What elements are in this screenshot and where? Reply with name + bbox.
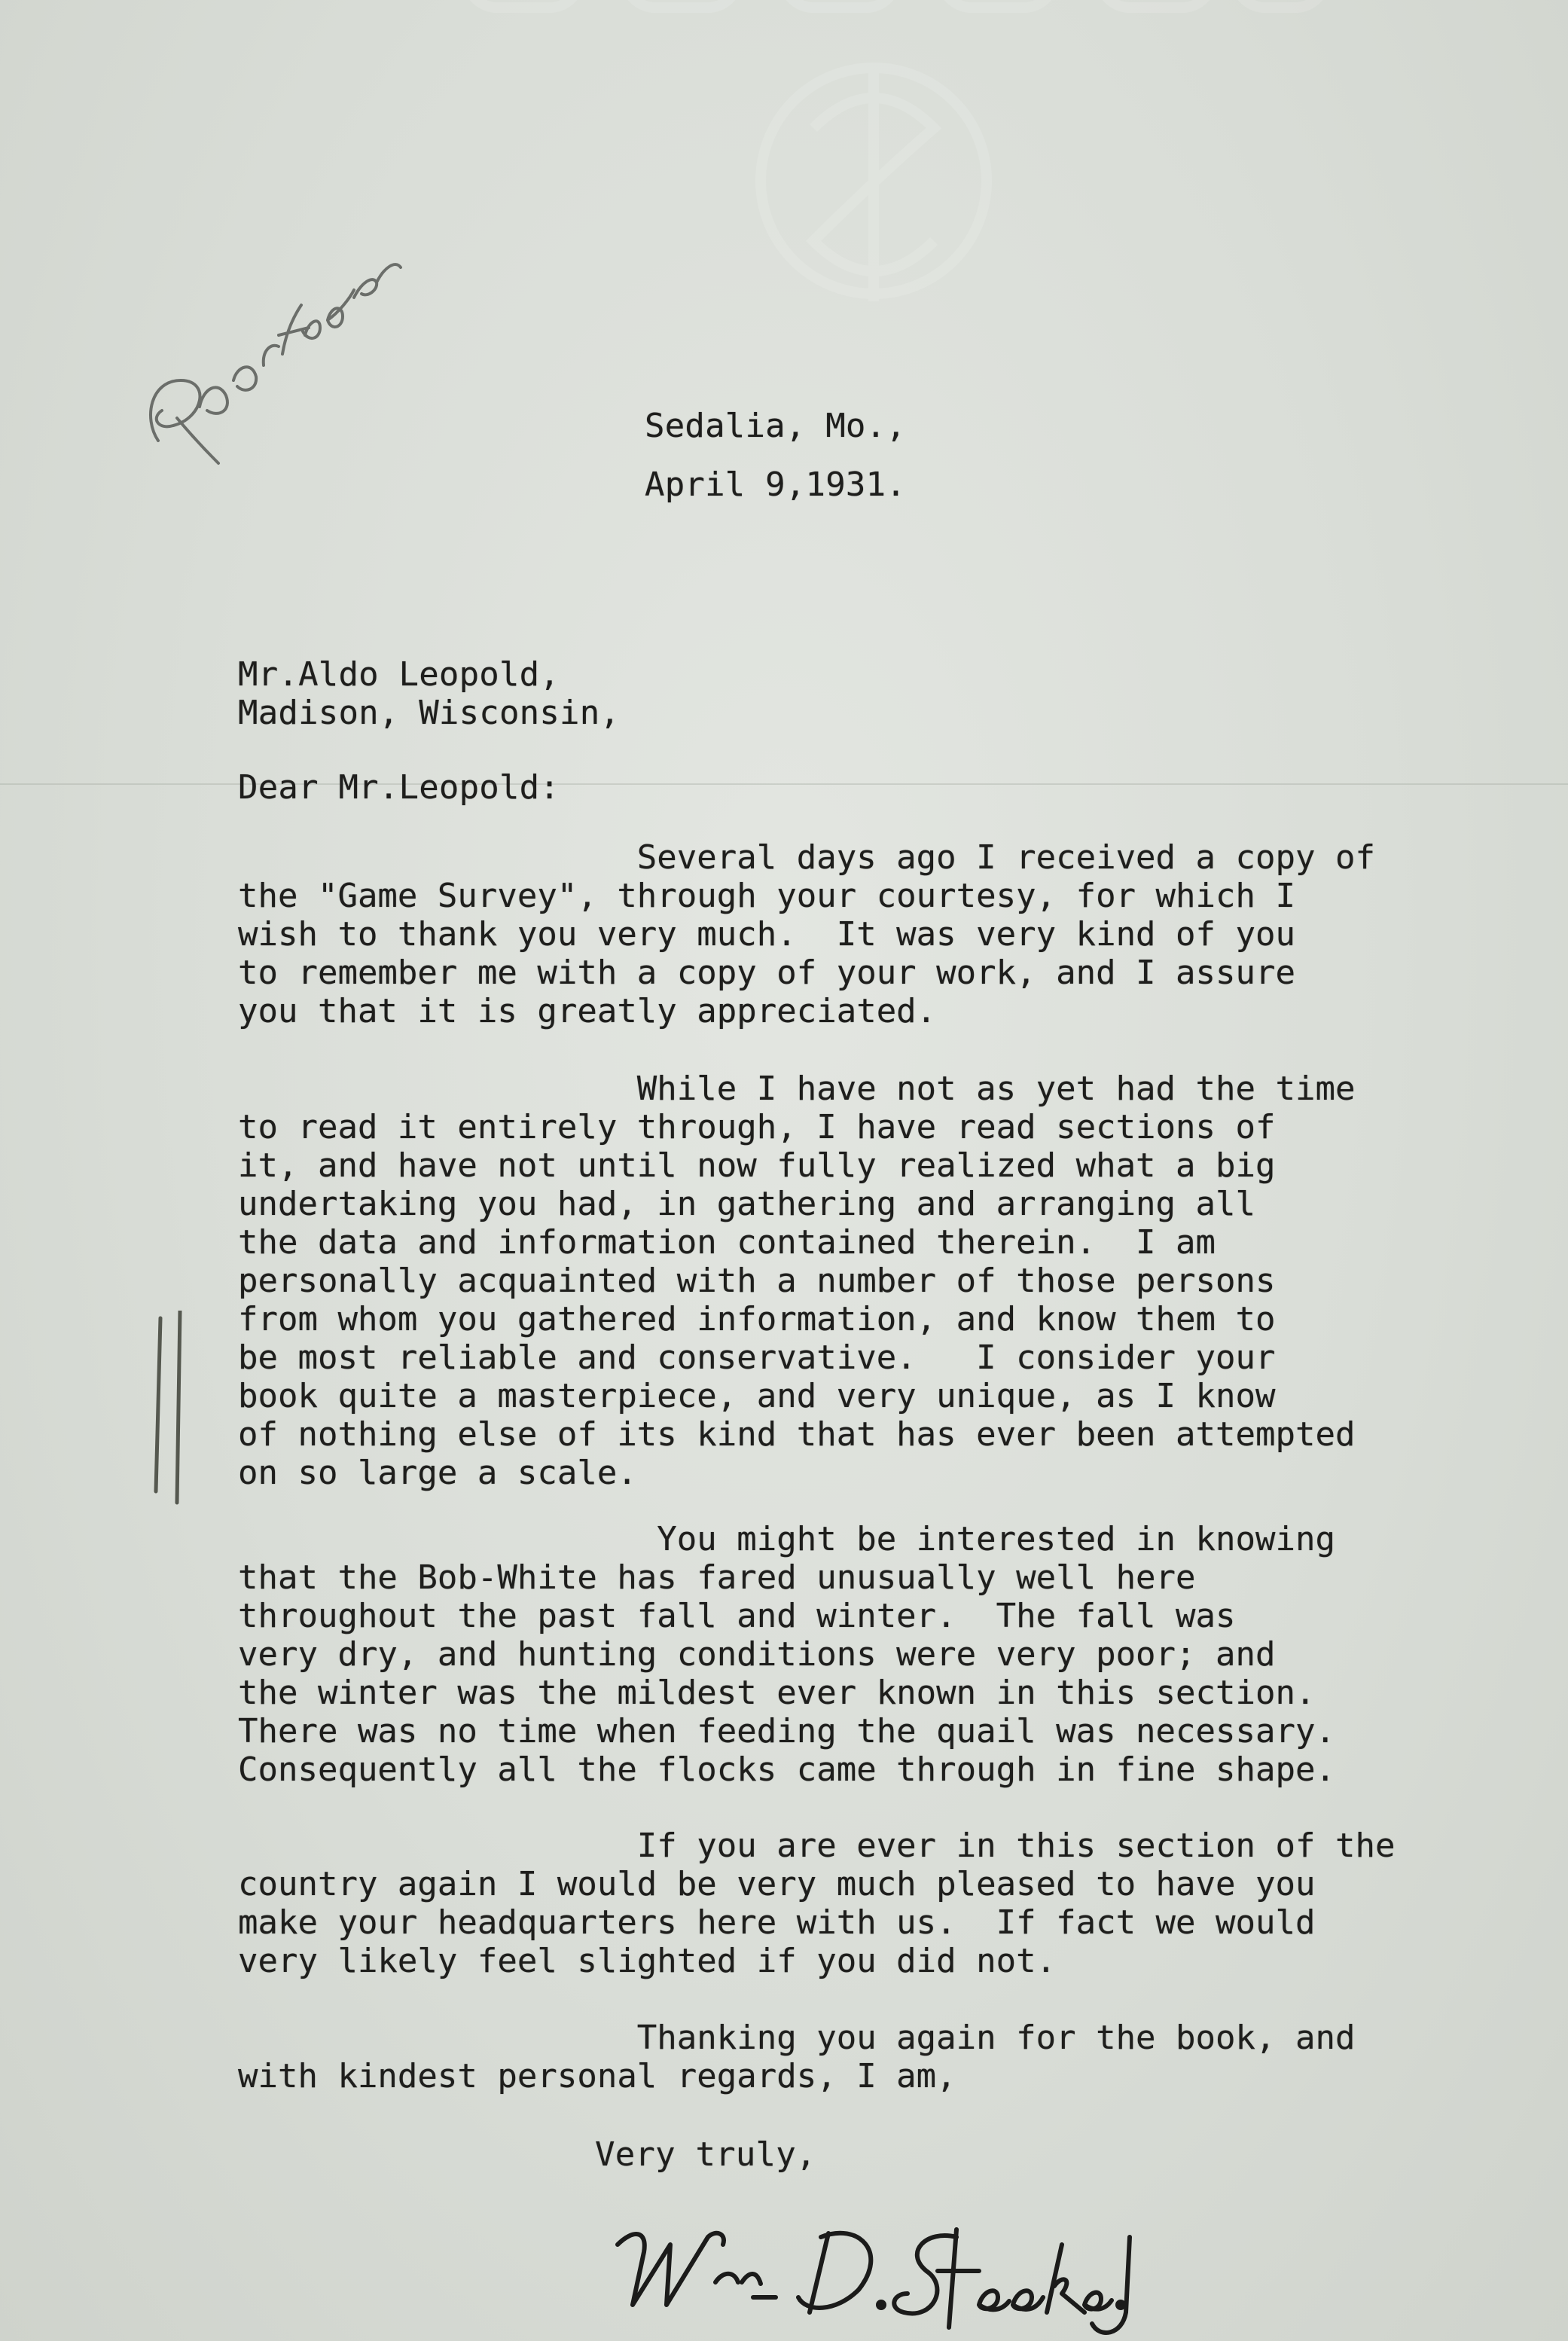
recipient-name: Mr.Aldo Leopold, [238, 655, 560, 694]
paragraph-line: There was no time when feeding the quail was necessary. [238, 1712, 1335, 1750]
body-paragraph [238, 1520, 1335, 1789]
paragraph-line: from whom you gathered information, and know them to [238, 1300, 1276, 1338]
paragraph-line: you that it is greatly appreciated. [238, 992, 937, 1030]
paragraph-line: of nothing else of its kind that has ever been attempted [238, 1415, 1356, 1454]
paragraph-line: make your headquarters here with us. If fact we would [238, 1903, 1316, 1942]
paragraph-line: very dry, and hunting conditions were very poor; and [238, 1635, 1276, 1674]
paragraph-line: Consequently all the flocks came through in fine shape. [238, 1750, 1335, 1789]
paragraph-line: very likely feel slighted if you did not. [238, 1942, 1057, 1980]
letterhead-watermark [422, 0, 1356, 422]
body-paragraph [238, 1070, 1355, 1492]
body-paragraph [238, 2019, 1355, 2095]
paragraph-line: to remember me with a copy of your work, and I assure [238, 954, 1295, 992]
paragraph-line: You might be interested in knowing [238, 1520, 1335, 1558]
paragraph-line: book quite a masterpiece, and very unique, as I know [238, 1377, 1276, 1415]
paragraph-line: personally acquainted with a number of those persons [238, 1262, 1276, 1300]
paragraph-line: Thanking you again for the book, and [238, 2019, 1356, 2057]
paragraph-line: country again I would be very much pleased to have you [238, 1865, 1316, 1903]
paragraph-line: While I have not as yet had the time [238, 1070, 1356, 1108]
paragraph-line: on so large a scale. [238, 1454, 637, 1492]
letter-place: Sedalia, Mo., [645, 407, 906, 445]
body-paragraph [238, 838, 1375, 1030]
closing: Very truly, [595, 2135, 816, 2174]
paragraph-line: that the Bob-White has fared unusually well here [238, 1558, 1196, 1597]
paragraph-line: Several days ago I received a copy of [238, 838, 1375, 877]
paper-fold-line [0, 783, 1568, 785]
paragraph-line: with kindest personal regards, I am, [238, 2057, 956, 2095]
handwritten-note [128, 192, 429, 478]
paragraph-line: it, and have not until now fully realized what a big [238, 1146, 1276, 1185]
body-paragraph [238, 1827, 1395, 1980]
salutation: Dear Mr.Leopold: [238, 768, 560, 807]
paragraph-line: to read it entirely through, I have read sections of [238, 1108, 1276, 1146]
signature [602, 2199, 1145, 2341]
paragraph-line: the "Game Survey", through your courtesy, for which I [238, 877, 1295, 915]
paragraph-line: the data and information contained therein. I am [238, 1223, 1216, 1262]
paragraph-line: be most reliable and conservative. I consider your [238, 1338, 1276, 1377]
paragraph-line: If you are ever in this section of the [238, 1827, 1396, 1865]
recipient-location: Madison, Wisconsin, [238, 694, 621, 732]
margin-mark [147, 1311, 192, 1506]
paragraph-line: throughout the past fall and winter. The fall was [238, 1597, 1236, 1635]
paragraph-line: undertaking you had, in gathering and arranging all [238, 1185, 1256, 1223]
letter-date: April 9,1931. [645, 465, 906, 504]
paragraph-line: wish to thank you very much. It was very kind of you [238, 915, 1295, 954]
paragraph-line: the winter was the mildest ever known in this section. [238, 1674, 1316, 1712]
